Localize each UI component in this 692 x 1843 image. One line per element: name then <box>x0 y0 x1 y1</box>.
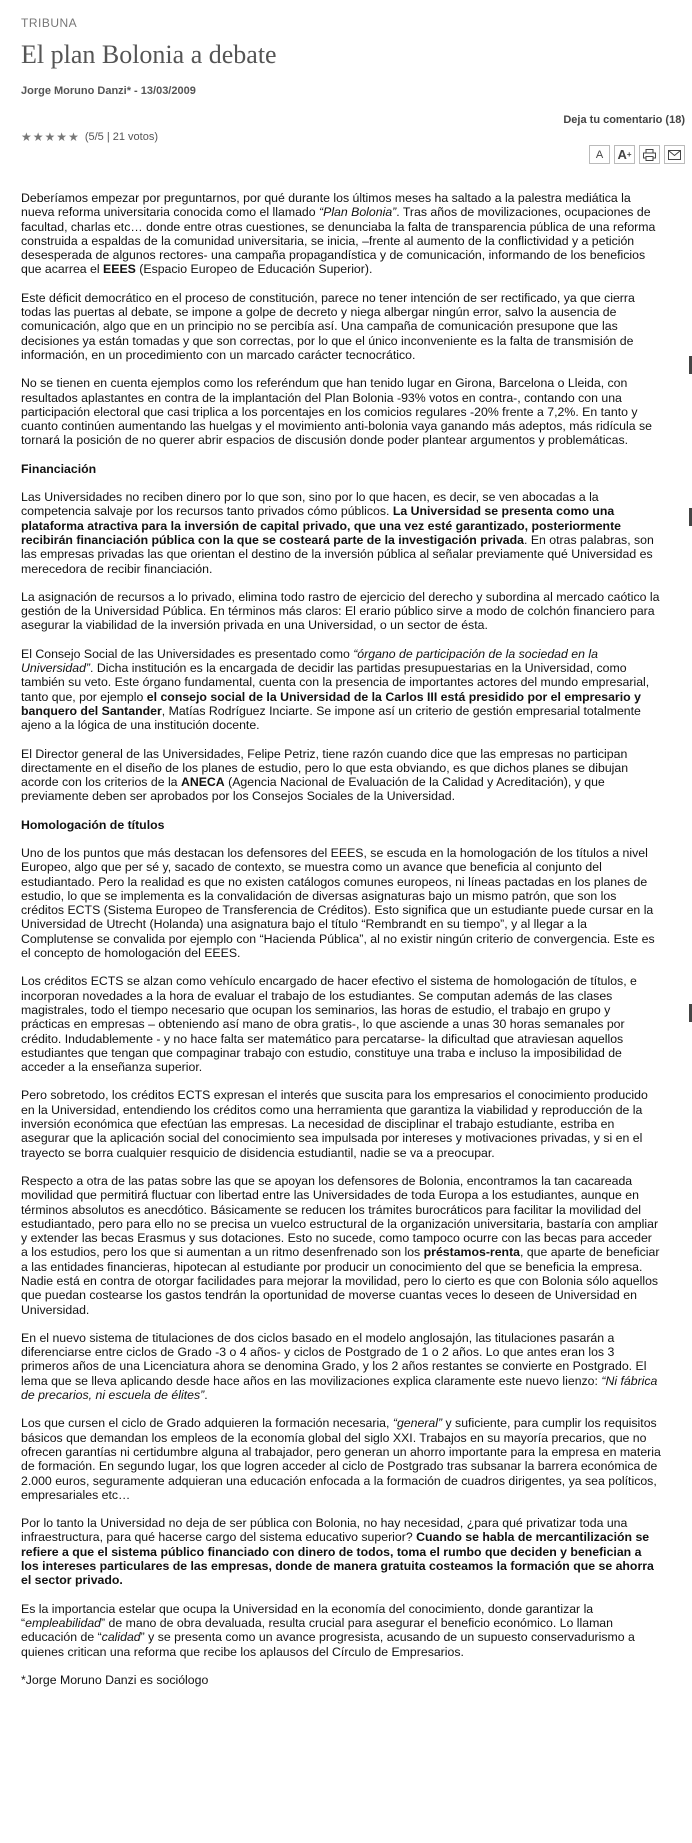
article-toolbar <box>589 145 685 164</box>
bold-text: La Universidad se presenta como una plataforma atractiva para la inversión de capital privado, que una vez esté garantizado, posteriormente recibirán financiación pública con la que se costeará parte de la investigación privada <box>21 504 622 547</box>
text-run: *Jorge Moruno Danzi es sociólogo <box>21 1672 209 1687</box>
bold-text: EEES <box>103 262 136 277</box>
section-label: TRIBUNA <box>21 16 78 30</box>
text-run: No se tienen en cuenta ejemplos como los referéndum que han tenido lugar en Girona, Barcelona o Lleida, con resultados aplastantes en contra de la implantación del Plan Bolonia -93% votos en contra-, contando con una participación electoral que casi triplica a los porcentajes en los comicios regulares -20% frente a 7,2%. En tanto y cuanto continúen aumentando las huelgas y el movimiento anti-bolonia vaya ganando más adeptos, más ridícula se tornará la posición de no querer abrir espacios de discusión donde poder plantear argumentos y problemáticas. <box>21 376 652 448</box>
star-icon[interactable]: ★ <box>21 130 32 144</box>
italic-text: empleabilidad <box>25 1615 101 1630</box>
italic-text: “Plan Bolonia” <box>319 205 397 220</box>
article-paragraph <box>21 376 661 447</box>
article-paragraph <box>21 1673 661 1687</box>
font-increase-label: A <box>617 147 627 162</box>
font-decrease-button[interactable] <box>589 145 610 164</box>
section-heading <box>21 818 661 832</box>
envelope-icon <box>668 150 681 160</box>
article-paragraph <box>21 1088 661 1159</box>
italic-text: “órgano de participación de la sociedad en la Universidad” <box>21 646 598 676</box>
article-paragraph <box>21 974 661 1074</box>
text-run: Los créditos ECTS se alzan como vehículo encargado de hacer efectivo el sistema de homologación de títulos, e incorporan novedades a la hora de evaluar el trabajo de los estudiantes. Se computan además de las clases magistrales, todo el tiempo necesario que ocupan los seminarios, las horas de estudio, el trabajo en grupo y prácticas en empresas – obteniendo así mano de obra gratis-, lo que asciende a unas 30 horas semanales por crédito. Indudablemente - y no hace falta ser matemático para percatarse- la dificultad que atraviesan aquellos estudiantes que tengan que compaginar trabajo con estudio, constituye una traba e incluso la imposibilidad de acceder a la enseñanza superior. <box>21 974 637 1075</box>
text-run: Pero sobretodo, los créditos ECTS expresan el interés que suscita para los empresarios el conocimiento producido en la Universidad, entendiendo los créditos como una herramienta que garantiza la viabilidad y reproducción de la inversión económica que efectúan las empresas. La necesidad de disciplinar el trabajo estudiante, estriba en asegurar que la aplicación social del conocimiento sea impulsada por intereses y motivaciones privadas, y si en el trayecto se borra cualquier resquicio de disidencia estudiantil, nadie se va a preocupar. <box>21 1088 648 1160</box>
text-run: Homologación de títulos <box>21 817 165 832</box>
rating-stars[interactable] <box>21 131 80 143</box>
article-paragraph <box>21 191 661 277</box>
bold-text: Cuando se habla de mercantilización se refiere a que el sistema público financiado con dinero de todos, toma el rumbo que deciden y benefician a los intereses particulares de las empresas, donde de manera gratuita costeamos la formación que se ahorra el sector privado. <box>21 1530 654 1588</box>
star-icon[interactable]: ★ <box>68 130 79 144</box>
printer-icon <box>643 149 656 161</box>
text-run: ” de mano de obra devaluada, resulta crucial para asegurar el beneficio económico. Lo llaman educación de “ <box>21 1615 613 1645</box>
text-run: Deberíamos empezar por preguntarnos, por qué durante los últimos meses ha saltado a la palestra mediática la nueva reforma universitaria conocida como el llamado <box>21 191 631 220</box>
text-run: Es la importancia estelar que ocupa la Universidad en la economía del conocimiento, donde garantizar la “ <box>21 1601 594 1630</box>
bold-text: ANECA <box>180 775 225 790</box>
byline: Jorge Moruno Danzi* - 13/03/2009 <box>21 85 196 97</box>
font-decrease-label: A <box>595 148 604 161</box>
article-paragraph <box>21 647 661 733</box>
article-paragraph <box>21 1174 661 1317</box>
text-run: Por lo tanto la Universidad no deja de ser pública con Bolonia, no hay necesidad, ¿para qué privatizar toda una infraestructura, para qué hacerse cargo del sistema educativo superior? <box>21 1516 628 1545</box>
comments-link[interactable]: Deja tu comentario (18) <box>563 114 685 126</box>
text-run: El Consejo Social de las Universidades es presentado como <box>21 646 354 661</box>
text-run: y suficiente, para cumplir los requisitos básicos que demandan los empleos de la economía global del siglo XXI. Trabajos en su mayoría precarios, que no ofrecen garantías ni certidumbre alguna al trabajador, pero generan un ahorro importante para la empresa en materia de formación. En segundo lugar, los que logren acceder al ciclo de Postgrado tras subsanar la barrera económica de 2.000 euros, seguramente adquieran una educación enfocada a la formación de cuadros dirigentes, ya sea políticos, empresariales etc… <box>21 1416 661 1502</box>
text-run: El Director general de las Universidades, Felipe Petriz, tiene razón cuando dice que las empresas no participan directamente en el diseño de los planes de estudio, pero lo que esta obviando, es que dichos planes se dibujan acorde con los criterios de la <box>21 746 629 790</box>
text-run: Este déficit democrático en el proceso de constitución, parece no tener intención de ser rectificado, ya que cierra todas las puertas al debate, se impone a golpe de decreto y niega albergar ningún error, salvo la ausencia de comunicación, algo que en un principio no se percibía así. Una campaña de comunicación presupone que las decisiones ya están tomadas y que son correctas, por lo que el único inconveniente es la falta de transmisión de información, en un procedimiento con un marcado carácter tecnocrático. <box>21 290 635 362</box>
text-run: . Dicha institución es la encargada de decidir las partidas presupuestarias en la Universidad, como también su veto. Este órgano fundamental, cuenta con la presencia de importantes actores del mundo empresarial, tanto que, por ejemplo <box>21 661 650 704</box>
article-paragraph <box>21 747 661 804</box>
text-run: La asignación de recursos a lo privado, elimina todo rastro de ejercicio del derecho y subordina al mercado caótico la gestión de la Universidad Pública. En términos más claros: El erario público sirve a modo de colchón financiero para asegurar la viabilidad de la inversión privada en una Universidad, o un sector de ésta. <box>21 589 660 633</box>
star-icon[interactable]: ★ <box>32 130 44 144</box>
italic-text: calidad <box>101 1630 141 1645</box>
section-heading <box>21 462 661 476</box>
article-paragraph <box>21 1331 661 1402</box>
article-paragraph <box>21 1602 661 1659</box>
article-paragraph <box>21 490 661 576</box>
rating-widget <box>21 131 158 143</box>
article-paragraph <box>21 291 661 362</box>
star-icon[interactable]: ★ <box>44 130 56 144</box>
print-button[interactable] <box>639 145 660 164</box>
text-run: En el nuevo sistema de titulaciones de dos ciclos basado en el modelo anglosajón, las titulaciones pasarán a diferenciarse entre ciclos de Grado -3 o 4 años- y ciclos de Postgrado de 1 o 2 años. Lo que antes eran los 3 primeros años de una Licenciatura ahora se denomina Grado, y los 2 años restantes se convierte en Postgrado. El lema que se lleva aplicando desde hace años en las movilizaciones explica claramente este nuevo lienzo: <box>21 1330 647 1388</box>
text-run: . En otras palabras, son las empresas privadas las que orientan el destino de la inversión pública al señalar previamente qué Universidad es merecedora de recibir financiación. <box>21 532 654 576</box>
text-run: ” y se presenta como un avance progresista, acusando de un supuesto conservadurismo a quienes critican una reforma que recibe los aplausos del Círculo de Empresarios. <box>21 1630 635 1659</box>
italic-text: “Ni fábrica de precarios, ni escuela de élites” <box>21 1373 658 1403</box>
article-paragraph <box>21 1416 661 1502</box>
text-run: Uno de los puntos que más destacan los defensores del EEES, se escuda en la homologación de los títulos a nivel Europeo, algo que per sé y, sacado de contexto, se muestra como un avance que beneficia al conjunto del estudiantado. Pero la realidad es que no existen catálogos comunes europeos, ni líneas pactadas en los planes de estudio, lo que se implementa es la convalidación de diversas asignaturas bajo un mismo patrón, que son los créditos ECTS (Sistema Europeo de Transferencia de Créditos). Esto significa que un estudiante puede cursar en la Universidad de Utrecht (Holanda) una asignatura bajo el título “Rembrandt en su tiempo”, y al llegar a la Complutense se convalida por ejemplo con “Hacienda Pública”, al no existir ningún criterio de convergencia. Este es el concepto de homologación del EEES. <box>21 845 655 961</box>
font-increase-button[interactable] <box>614 145 635 164</box>
text-run: . Tras años de movilizaciones, ocupaciones de facultad, charlas etc… donde entre otras cuestiones, se denunciaba la falta de transparencia pública de una reforma construida a espaldas de la comunidad universitaria, se inicia, –frente al aumento de la conflictividad y a petición desesperada de algunos rectores- una campaña propagandística y de comunicación, informando de los beneficios que acarrea el <box>21 205 656 277</box>
article-paragraph <box>21 590 661 633</box>
bold-text: préstamos-renta <box>423 1245 520 1260</box>
italic-text: “general” <box>392 1416 443 1431</box>
rating-text: (5/5 | 21 votos) <box>84 131 158 143</box>
text-run: . <box>204 1388 208 1403</box>
text-run: (Agencia Nacional de Evaluación de la Calidad y Acreditación), y que previamente deben ser aprobados por los Consejos Sociales de la Universidad. <box>21 775 605 804</box>
article-body <box>21 191 661 1701</box>
text-run: (Espacio Europeo de Educación Superior). <box>135 262 373 277</box>
email-button[interactable] <box>664 145 685 164</box>
font-increase-plus: + <box>626 150 632 159</box>
article-title: El plan Bolonia a debate <box>21 40 277 69</box>
star-icon[interactable]: ★ <box>56 130 68 144</box>
bold-text: el consejo social de la Universidad de la Carlos III está presidido por el empresario y banquero del Santander <box>21 689 641 718</box>
text-run: Financiación <box>21 461 97 476</box>
text-run: Respecto a otra de las patas sobre las que se apoyan los defensores de Bolonia, encontramos la tan cacareada movilidad que permitirá fluctuar con libertad entre las Universidades de toda Europa a los estudiantes, aunque en términos absolutos es anecdótico. Básicamente se reducen los trámites burocráticos para facilitar la movilidad del estudiantado, pero para ello no se precisa un vuelco estructural de la organización universitaria, bastaría con ampliar y extender las becas Erasmus y sus dotaciones. Esto no sucede, como tampoco ocurre con las becas para acceder a los estudios, pero los que si aumentan a un ritmo desenfrenado son los <box>21 1173 659 1260</box>
article-paragraph <box>21 1516 661 1587</box>
text-run: Las Universidades no reciben dinero por lo que son, sino por lo que hacen, es decir, se ven abocadas a la competencia salvaje por los recursos tanto privados cómo públicos. <box>21 490 599 519</box>
text-run: , que aparte de beneficiar a las entidades financieras, hipotecan al estudiante por producir un conocimiento del que se beneficia la empresa. Nadie está en contra de otorgar facilidades para mejorar la movilidad, pero lo cierto es que con Bolonia sólo aquellos que puedan costearse los gastos tendrán la oportunidad de moverse cuantas veces lo deseen de Universidad en Universidad. <box>21 1245 660 1317</box>
text-run: , Matías Rodríguez Inciarte. Se impone así un criterio de gestión empresarial totalmente ajeno a la lógica de una institución docente. <box>21 703 641 733</box>
article-paragraph <box>21 846 661 960</box>
text-run: Los que cursen el ciclo de Grado adquieren la formación necesaria, <box>21 1416 393 1431</box>
